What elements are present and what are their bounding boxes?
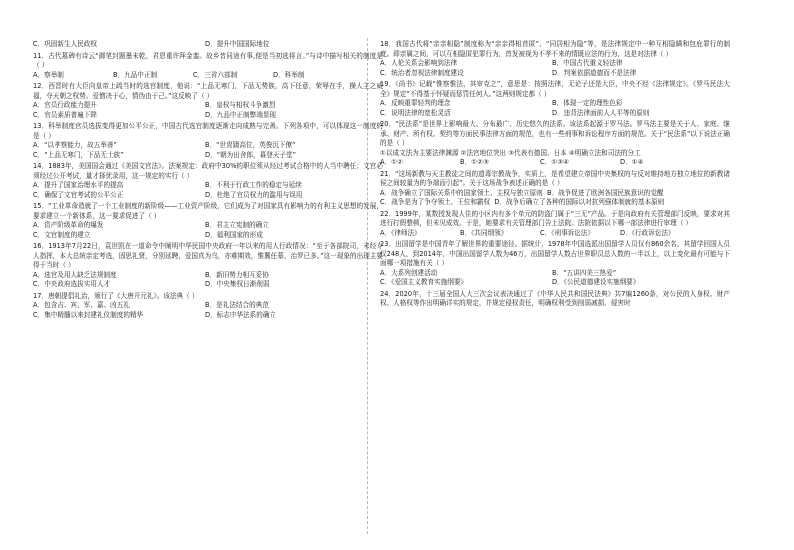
option-c[interactable]: C．文官制度的建立 bbox=[33, 230, 91, 239]
option-d[interactable]: D．标志中华法系的确立 bbox=[205, 310, 277, 319]
option-a[interactable]: A．大系列创建活动 bbox=[380, 268, 438, 277]
q16-options-cd bbox=[33, 280, 383, 290]
q20-options bbox=[380, 158, 730, 168]
option-c[interactable]: C．《刑事诉讼法》 bbox=[540, 228, 595, 237]
q15-options-cd bbox=[33, 231, 383, 241]
option-a[interactable]: A．《律师法》 bbox=[380, 228, 421, 237]
option-b[interactable]: B．《共同纲领》 bbox=[460, 228, 508, 237]
option-c[interactable]: C．三省六部制 bbox=[193, 70, 238, 79]
option-b[interactable]: B．体现一定的理性色彩 bbox=[552, 99, 623, 107]
q13-options-ab bbox=[33, 141, 383, 151]
option-d[interactable]: D．《行政诉讼法》 bbox=[620, 228, 675, 237]
option-c[interactable]: C．中央政府选拔实用人才 bbox=[33, 280, 111, 288]
option-b[interactable]: B．不利于行政工作的稳定与延续 bbox=[205, 181, 302, 189]
question-21-stem: 21．“这场新教与天主教徒之间的遗毒宗教战争，实质上，是希望建立帝国中央集权的与反对维持地方独立地位的新教诸侯之间较量为的争端而引起”。关于这场战争表述正确的是（ ） bbox=[380, 169, 730, 187]
option-c[interactable]: C．说明法律的宽松灵活 bbox=[380, 108, 451, 117]
q11-options bbox=[33, 71, 383, 81]
option-a[interactable]: A．提升了国家治理水平的提高 bbox=[33, 181, 124, 189]
question-16-stem: 16．1913年7月22日，袁世凯在一道命令中阐明中华民国中央政府一年以来的用人行政情况：“至于各部院司，未经专人指挥，本大总统亲定考选，固思礼贤，分别延聘，爱国真为乌，亦难期效，惟冀任幕，治罗已多。”这一现象的出现主要得于当时（ ） bbox=[33, 242, 383, 269]
q17-options-cd bbox=[33, 311, 383, 321]
q23-options-ab bbox=[380, 269, 730, 279]
q12-options-ab bbox=[33, 101, 383, 111]
question-24-stem: 24．2020年，十三届全国人大三次会议表决通过了《中华人民共和国民法典》共7编1260条，对公民的人身权、财产权、人格权等作出明确详实的规定，并规定侵权责任，明确权利受到削弱减损、侵害时 bbox=[380, 289, 730, 307]
option-d[interactable]: D．违背法律面前人人平等的原则 bbox=[552, 108, 650, 117]
option-a[interactable]: A．察举制 bbox=[33, 70, 64, 79]
option-d[interactable]: D．判案依据道德而不是法律 bbox=[552, 68, 637, 77]
question-14-stem: 14．1883年，美国国会通过《美国文官法》。法案规定：政府中30%的职位须从经过考试合格中的人当中聘任；文官必须经过公开考试，量才择优录用，这一规定的实行（ ） bbox=[33, 162, 383, 180]
question-18-stem: 18．我国古代将“亲亲相隐”制度称为“亲亲得相首匿”、“同居相为隐”等，是法律规定中一种互相隐瞒和包庇罪行的制度。即亲属之间，可以互相隐匿犯罪行为，首发被视为不孝不来的情既应法的行为，这是对法律（ ） bbox=[380, 40, 730, 58]
option-d[interactable]: D．提升中国国际地位 bbox=[205, 40, 270, 48]
q21-options-ab bbox=[380, 189, 730, 199]
q15-options-ab bbox=[33, 221, 383, 231]
q14-options-cd bbox=[33, 191, 383, 201]
q16-options-ab bbox=[33, 271, 383, 281]
option-d[interactable]: D．①④ bbox=[620, 158, 644, 166]
right-column bbox=[380, 40, 730, 309]
option-b[interactable]: B．九品中正制 bbox=[113, 70, 158, 79]
q23-options-cd bbox=[380, 278, 730, 288]
q19-options-cd bbox=[380, 109, 730, 119]
option-c[interactable]: C．《爱国主义教育实施纲要》 bbox=[380, 278, 468, 286]
question-13-stem: 13．科举制度官员选拔变得更加公平公正，中国古代选官制度逐渐走向成熟与完善。下列各项中，可以体现这一制度的是（ ） bbox=[33, 122, 383, 140]
q17-options-ab bbox=[33, 301, 383, 311]
option-a[interactable]: A．包含吉、宾、军、嘉、凶五礼 bbox=[33, 301, 130, 309]
option-a[interactable]: A．战争确立了国际关系中的国家领土、主权与独立原则 bbox=[380, 188, 543, 197]
option-a[interactable]: A．人伦关系会影响到法律 bbox=[380, 59, 458, 67]
option-c[interactable]: C．集中精髓以来封建礼仪制度的精华 bbox=[33, 310, 144, 319]
option-d[interactable]: D．科举制 bbox=[273, 70, 305, 79]
option-d[interactable]: D．福利国家的形成 bbox=[205, 230, 263, 239]
q10-options bbox=[33, 40, 383, 50]
option-a[interactable]: A．官员行政能力提升 bbox=[33, 101, 97, 109]
question-20-items: ①以成文法为主要法律渊源 ②法官地位突出 ③代表有德国、日本 ④明确立法和司法的分工 bbox=[380, 148, 641, 157]
question-22-stem: 22．1999年，某数授发现人住的小区内有多个单元的防盗门属于“三无”产品。于是向政府有关管理部门反映，要求对其进行打假整顿，但未见成效。于是，她要求有关管理部门告上法院。法院依据以下哪一部法律进行审理（ ） bbox=[380, 209, 730, 227]
option-b[interactable]: B．中国古代重义轻法律 bbox=[552, 59, 623, 67]
q13-options-cd bbox=[33, 151, 383, 161]
question-17-stem: 17．唐朝提倡礼治，颁行了《大唐开元礼》。该法典（ ） bbox=[33, 291, 199, 300]
option-b[interactable]: B．皇权与相权斗争激烈 bbox=[205, 101, 276, 109]
option-d[interactable]: D．战争后确立了各种的国际以对抗列强体制就的基本原则 bbox=[494, 198, 665, 206]
option-c[interactable]: C．巩固新生人民政权 bbox=[33, 40, 97, 48]
option-c[interactable]: C．战争是为了争夺领土、王位和霸权 bbox=[380, 198, 491, 206]
q22-options bbox=[380, 229, 730, 239]
option-a[interactable]: A．资产阶级革命的爆发 bbox=[33, 221, 104, 229]
q18-options-cd bbox=[380, 69, 730, 79]
option-a[interactable]: A．选官及用人缺乏法规制度 bbox=[33, 270, 117, 279]
question-23-stem: 23．出国留学是中国青年了解世界的重要途径。据统计，1978年中国选派出国留学人员仅有860余名，其留学回国人员仅248人，到2014年，中国出国留学人数为46万，出国留学人数占世界职员总人数的一半以上，以上变化最有可能与下面哪一项措施有关（ ） bbox=[380, 240, 730, 267]
question-12-stem: 12．西晋时有大臣向皇帝上疏当时的选官制度，他说：“上品无寒门，下品无势族，高下任意，荣辱在手，操人主之威福，夺天朝之权势。爱憎决于心，情伪由于己。”这反映了（ ） bbox=[33, 82, 383, 100]
option-a[interactable]: A．“以孝察能力，故五举善” bbox=[33, 141, 117, 149]
option-d[interactable]: D．中央集权日渐削弱 bbox=[205, 280, 270, 288]
q12-options-cd bbox=[33, 111, 383, 121]
option-b[interactable]: B．是礼法结合的典范 bbox=[205, 301, 269, 309]
option-b[interactable]: B．“五讲四美三热爱” bbox=[552, 268, 617, 277]
question-15-stem: 15．“工业革命造就了一个工业制度的新阶级——工业资产阶级，它们成为了对国家具有影响力的有利主义思想的发展，要求建立一个新体系，这一要求促进了（ ） bbox=[33, 202, 383, 220]
option-d[interactable]: D．《公民道德建设实施纲要》 bbox=[552, 278, 640, 286]
q18-options-ab bbox=[380, 59, 730, 69]
option-c[interactable]: C．“上品无寒门，下品无士族” bbox=[33, 150, 124, 159]
option-c[interactable]: C．①③④ bbox=[540, 158, 569, 166]
option-c[interactable]: C．统治者忽视法律制度建设 bbox=[380, 68, 464, 77]
question-19-stem: 19．《尚书》记载“惟察惟法，其审克之”，意思是：按照法律，无论子还是大臣，中央不经《法律规定》。《罗马民法大全》规定“不得基于怀疑而惩罚任何人。”这两则规定都（ ） bbox=[380, 80, 730, 98]
option-a[interactable]: A．反映重罪轻判的理念 bbox=[380, 99, 451, 107]
option-b[interactable]: B．战争促进了欧洲各国民族意识的觉醒 bbox=[546, 188, 664, 197]
option-d[interactable]: D．九品中正制弊端显现 bbox=[205, 110, 277, 119]
question-11-stem: 11．古代墓碑有诗云“御笔封题墨未乾，君恩重许拜金銮。故乡昔同途有事,便是当初选将言。”与诗中描写相关的制度是（ ） bbox=[33, 51, 383, 69]
question-20-stem: 20．“民法系”是世界上影响最大、分布最广、历史悠久的法系。该法系起源于罗马法。罗马法主要是关于人、家庭、继承、财产、所有权、契约等方面民事法律方面的规范，也有一些刑事和诉讼程序方面的规范。关于“民法系”以下说法正确的是（ ） bbox=[380, 120, 730, 147]
q19-options-ab bbox=[380, 99, 730, 109]
option-b[interactable]: B．君主立宪制的确立 bbox=[205, 221, 269, 229]
option-b[interactable]: B．“世胄蹑高位，英俊沉下僚” bbox=[205, 141, 296, 149]
q21-options-cd bbox=[380, 198, 730, 208]
option-c[interactable]: C．确保了文官考试的公平公正 bbox=[33, 190, 124, 199]
q14-options-ab bbox=[33, 181, 383, 191]
option-d[interactable]: D．“朝为田舍郎，暮登天子堂” bbox=[205, 150, 297, 159]
left-column bbox=[33, 40, 383, 320]
option-b[interactable]: B．①②③ bbox=[460, 158, 489, 166]
option-d[interactable]: D．杜绝了官员权力的滥用与误用 bbox=[205, 190, 303, 199]
option-b[interactable]: B．新旧势力相互妥协 bbox=[205, 270, 269, 279]
option-c[interactable]: C．官员素质普遍下降 bbox=[33, 110, 97, 119]
option-a[interactable]: A．①② bbox=[380, 158, 403, 166]
